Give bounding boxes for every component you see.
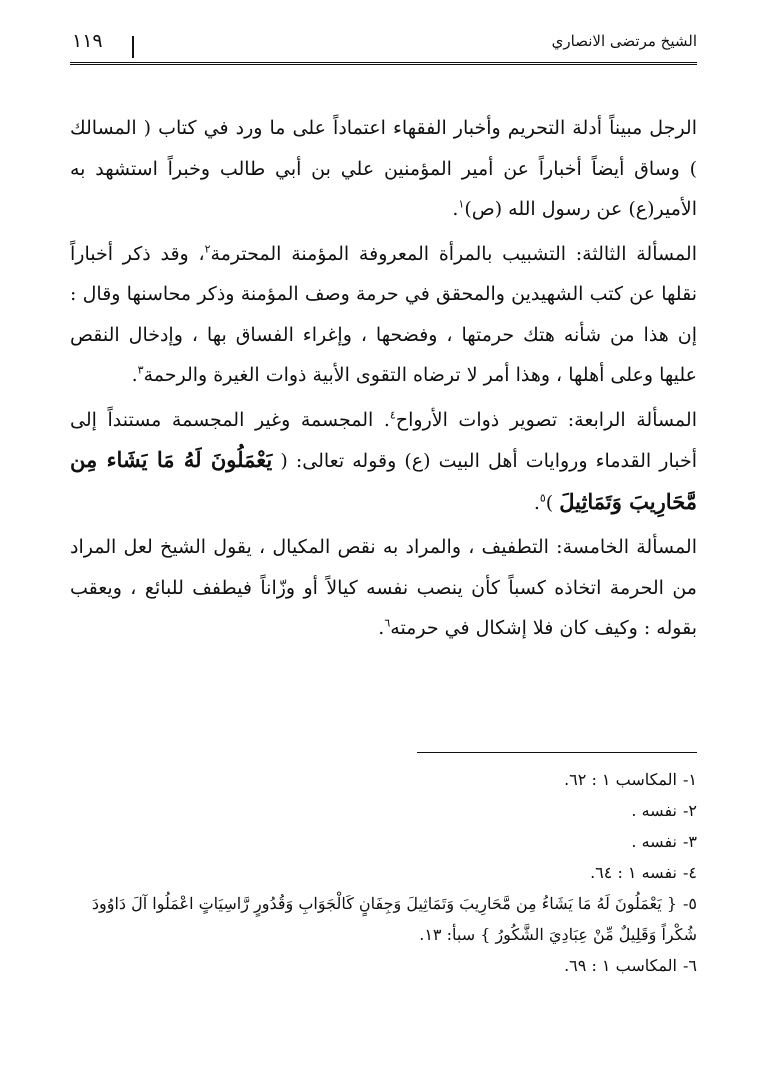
footnote-ref-3: ٣ xyxy=(137,363,144,377)
footnote-text: { يَعْمَلُونَ لَهُ مَا يَشَاءُ مِن مَّحَارِيبَ وَتَمَاثِيلَ وَجِفَانٍ كَالْجَوَابِ وَقُدُورٍ رَّاسِيَاتٍ اعْمَلُوا آلَ دَاوُودَ شُكْراً وَقَلِيلٌ مِّنْ عِبَادِيَ الشَّكُورُ } سبأ: ١٣. xyxy=(91,894,697,944)
footnote-number: ٣- xyxy=(683,832,697,851)
footnote-number: ١- xyxy=(683,770,697,789)
footnote-text: نفسه ١ : ٦٤. xyxy=(590,863,677,882)
header-rule xyxy=(70,62,697,65)
footnote-item xyxy=(70,795,697,826)
quran-verse: يَعْمَلُونَ لَهُ مَا يَشَاء مِن مَّحَارِيبَ وَتَمَاثِيلَ xyxy=(70,447,697,514)
footnote-number: ٥- xyxy=(683,894,697,913)
paragraph-3: المسألة الرابعة: تصوير ذوات الأرواح$^٤$. المجسمة وغير المجسمة مستنداً إلى أخبار القدماء وروايات أهل البيت (ع) وقوله تعالى: ( يَعْمَلُونَ لَهُ مَا يَشَاء مِن مَّحَارِيبَ وَتَمَاثِيلَ )$^٥$. xyxy=(70,408,697,514)
footnote-item xyxy=(70,888,697,950)
footnote-text: نفسه . xyxy=(631,801,677,820)
paragraph-4: المسألة الخامسة: التطفيف ، والمراد به نقص المكيال ، يقول الشيخ لعل المراد من الحرمة اتخاذه كسباً كأن ينصب نفسه كيالاً أو وزّاناً فيطفف للبائع ، ويعقب بقوله : وكيف كان فلا إشكال في حرمته$^٦$. xyxy=(70,536,697,639)
footnotes xyxy=(70,764,697,981)
running-header xyxy=(70,28,697,62)
footnote-item xyxy=(70,950,697,981)
footnote-ref-4: ٤ xyxy=(389,408,396,422)
footnote-ref-5: ٥ xyxy=(539,491,546,505)
footnote-ref-1: ١ xyxy=(458,197,465,211)
footnote-item xyxy=(70,826,697,857)
footnote-number: ٢- xyxy=(683,801,697,820)
footnote-ref-2: ٢ xyxy=(204,242,211,256)
footnote-item xyxy=(70,764,697,795)
header-divider xyxy=(132,36,134,58)
footnote-number: ٦- xyxy=(683,956,697,975)
footnote-item xyxy=(70,857,697,888)
body-text xyxy=(70,108,697,649)
running-title: الشيخ مرتضى الانصاري xyxy=(551,32,697,50)
footnote-text: المكاسب ١ : ٦٩. xyxy=(564,956,677,975)
footnote-separator xyxy=(417,752,697,753)
footnote-text: نفسه . xyxy=(631,832,677,851)
paragraph-2: المسألة الثالثة: التشبيب بالمرأة المعروفة المؤمنة المحترمة$^٢$، وقد ذكر أخباراً نقلها عن كتب الشهيدين والمحقق في حرمة وصف المؤمنة وذكر محاسنها وقال : إن هذا من شأنه هتك حرمتها ، وفضحها ، وإغراء الفساق بها ، وإدخال النقص عليها وعلى أهلها ، وهذا أمر لا ترضاه التقوى الأبية ذوات الغيرة والرحمة$^٣$. xyxy=(70,242,697,386)
page-number: ١١٩ xyxy=(72,30,103,52)
paragraph-1: الرجل مبيناً أدلة التحريم وأخبار الفقهاء اعتماداً على ما ورد في كتاب ( المسالك ) وساق أيضاً أخباراً عن أمير المؤمنين علي بن أبي طالب وخبراً استشهد به الأمير(ع) عن رسول الله (ص)$^١$. xyxy=(70,117,697,220)
footnote-number: ٤- xyxy=(683,863,697,882)
footnote-ref-6: ٦ xyxy=(384,616,391,630)
footnote-text: المكاسب ١ : ٦٢. xyxy=(564,770,677,789)
